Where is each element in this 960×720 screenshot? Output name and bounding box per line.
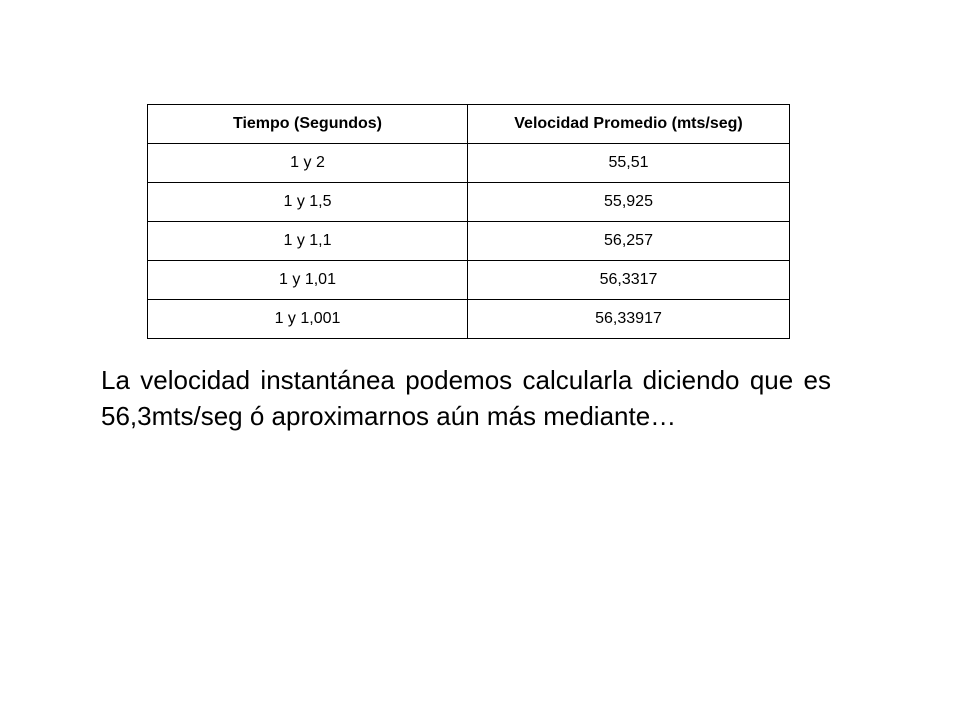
header-time: Tiempo (Segundos) <box>148 105 468 144</box>
cell-time: 1 y 1,5 <box>148 183 468 222</box>
velocity-table <box>147 104 790 339</box>
table-row <box>148 261 790 300</box>
table-header-row <box>148 105 790 144</box>
cell-velocity: 55,51 <box>468 144 790 183</box>
cell-time: 1 y 1,01 <box>148 261 468 300</box>
cell-velocity: 56,3317 <box>468 261 790 300</box>
table-row <box>148 144 790 183</box>
table-row <box>148 183 790 222</box>
table-row <box>148 222 790 261</box>
header-velocity: Velocidad Promedio (mts/seg) <box>468 105 790 144</box>
cell-time: 1 y 2 <box>148 144 468 183</box>
cell-velocity: 55,925 <box>468 183 790 222</box>
table-row <box>148 300 790 339</box>
cell-time: 1 y 1,001 <box>148 300 468 339</box>
cell-velocity: 56,33917 <box>468 300 790 339</box>
explanation-paragraph: La velocidad instantánea podemos calcularla diciendo que es 56,3mts/seg ó aproximarnos aún más mediante… <box>101 365 831 431</box>
cell-velocity: 56,257 <box>468 222 790 261</box>
cell-time: 1 y 1,1 <box>148 222 468 261</box>
